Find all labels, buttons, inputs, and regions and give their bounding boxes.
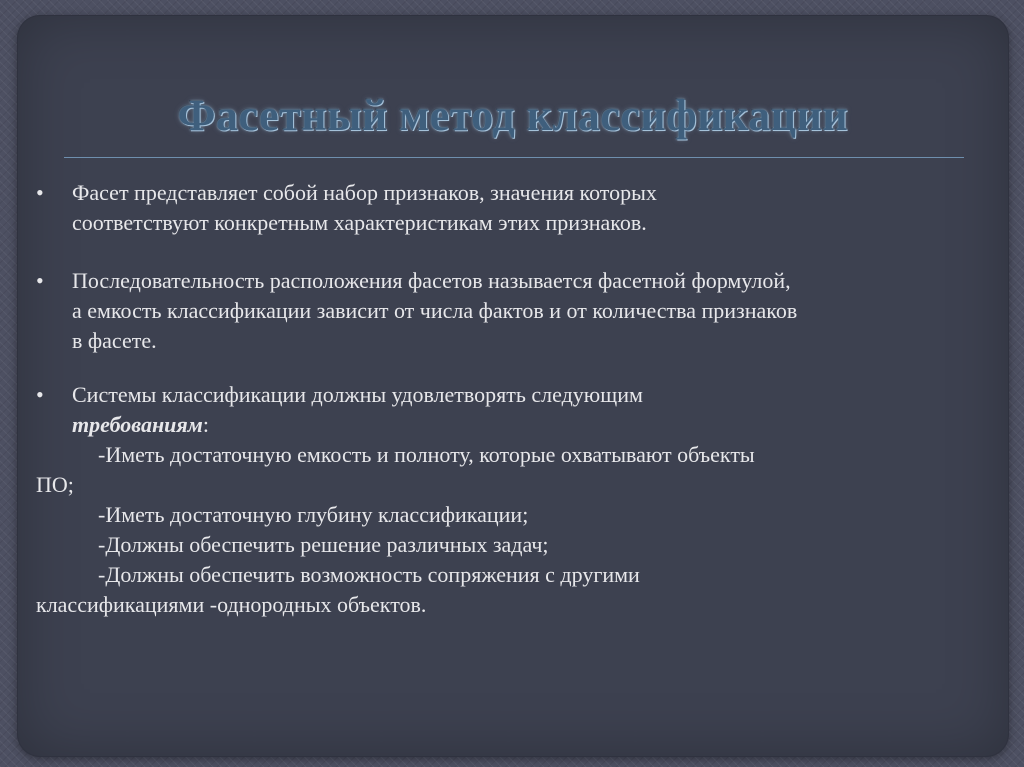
bullet-line: Фасет представляет собой набор признаков, значения которых	[72, 180, 657, 205]
slide-title: Фасетный метод классификации	[177, 91, 849, 140]
requirement-line: -Иметь достаточную глубину классификации;	[98, 502, 529, 527]
bullet-line: соответствуют конкретным характеристикам этих признаков.	[72, 210, 647, 235]
title-divider	[64, 157, 964, 158]
slide-content	[36, 178, 1008, 620]
bullet-line: в фасете.	[72, 328, 157, 353]
bullet-item	[36, 380, 1008, 440]
bullet-line: Последовательность расположения фасетов называется фасетной формулой,	[72, 268, 791, 293]
requirement-line: классификациями -однородных объектов.	[36, 592, 427, 617]
bullet-marker: •	[36, 268, 44, 293]
bullet-item	[36, 266, 1008, 356]
bullet-marker: •	[36, 382, 44, 407]
slide-panel	[18, 16, 1008, 756]
bullet-line: Системы классификации должны удовлетворять следующим	[72, 382, 643, 407]
requirements-emphasis: требованиям	[72, 412, 203, 437]
bullet-line: а емкость классификации зависит от числа фактов и от количества признаков	[72, 298, 798, 323]
requirement-line: -Должны обеспечить решение различных задач;	[98, 532, 549, 557]
requirement-line: -Должны обеспечить возможность сопряжения с другими	[98, 562, 640, 587]
bullet-line	[72, 410, 1008, 440]
emphasis-suffix: :	[202, 412, 209, 437]
requirement-line: ПО;	[36, 472, 74, 497]
requirement-line: -Иметь достаточную емкость и полноту, которые охватывают объекты	[98, 442, 755, 467]
bullet-item	[36, 178, 1008, 238]
bullet-marker: •	[36, 180, 44, 205]
